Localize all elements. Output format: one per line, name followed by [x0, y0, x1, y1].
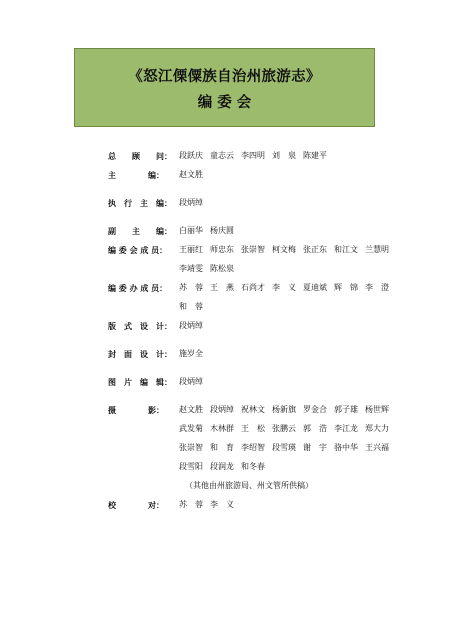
- credit-role: 封 面 设 计：: [108, 349, 172, 359]
- credit-names: [179, 198, 398, 217]
- person-name: 和 蓉: [179, 302, 203, 311]
- credit-row: [108, 283, 398, 321]
- person-name: 张鹏云: [272, 424, 296, 433]
- credit-role: 副 主 编：: [108, 226, 172, 236]
- credit-role: 摄 影：: [108, 405, 164, 415]
- photo-source-note: （其他由州旅游局、州文管所供稿）: [185, 481, 313, 490]
- person-name: 李 义: [272, 283, 296, 292]
- credit-role: 总 顾 问：: [108, 151, 172, 161]
- person-name: 王兴福: [365, 443, 389, 452]
- credit-row: [108, 500, 398, 519]
- credit-row: [108, 405, 398, 500]
- person-name: 张崇智: [241, 245, 265, 254]
- person-name: 陈建平: [303, 151, 327, 160]
- person-name: 郭 浩: [303, 424, 327, 433]
- credit-row: [108, 377, 398, 396]
- credit-row: [108, 170, 398, 189]
- credit-role: 图 片 编 辑：: [108, 377, 172, 387]
- credit-role: 执 行 主 编：: [108, 198, 172, 208]
- person-name: 师忠东: [210, 245, 234, 254]
- person-name: 石尚才: [241, 283, 265, 292]
- credits-list: [108, 151, 398, 519]
- person-name: 和冬春: [241, 462, 265, 471]
- credit-names: [179, 245, 398, 283]
- credit-row: [108, 321, 398, 340]
- person-name: 和江文: [334, 245, 358, 254]
- credit-role: 编 委 会 成 员：: [108, 245, 168, 255]
- credit-role: 编 委 办 成 员：: [108, 283, 168, 293]
- title-banner: [74, 48, 375, 127]
- credit-names: [179, 170, 398, 189]
- person-name: 李 义: [210, 500, 234, 509]
- credit-names: [179, 405, 398, 500]
- credit-names: [179, 321, 398, 340]
- person-name: 祝林文: [241, 405, 265, 414]
- person-name: 杨庆圆: [210, 226, 234, 235]
- person-name: 柯文梅: [272, 245, 296, 254]
- person-name: 骆中华: [334, 443, 358, 452]
- person-name: 王 松: [241, 424, 265, 433]
- person-name: 白丽华: [179, 226, 203, 235]
- person-name: 夏迪斌: [303, 283, 327, 292]
- person-name: 李四明: [241, 151, 265, 160]
- credit-row: [108, 198, 398, 217]
- person-name: 兰慧明: [365, 245, 389, 254]
- person-name: 辉 锦: [334, 283, 358, 292]
- person-name: 李靖雯: [179, 264, 203, 273]
- credit-names: [179, 151, 398, 170]
- person-name: 杨新旗: [272, 405, 296, 414]
- person-name: 段跃庆: [179, 151, 203, 160]
- credit-row: [108, 245, 398, 283]
- person-name: 王 燕: [210, 283, 234, 292]
- person-name: 谢 宇: [303, 443, 327, 452]
- person-name: 郭子雄: [334, 405, 358, 414]
- person-name: 罗金合: [303, 405, 327, 414]
- person-name: 刘 泉: [272, 151, 296, 160]
- person-name: 木林群: [210, 424, 234, 433]
- credit-row: [108, 226, 398, 245]
- credit-names: [179, 349, 398, 368]
- credit-role: 校 对：: [108, 500, 164, 510]
- credit-row: [108, 151, 398, 170]
- person-name: 施岁全: [179, 349, 203, 358]
- person-name: 段炳绰: [210, 405, 234, 414]
- person-name: 段炳绰: [179, 377, 203, 386]
- person-name: 李 澄: [365, 283, 389, 292]
- credit-names: [179, 283, 398, 321]
- credit-names: [179, 377, 398, 396]
- person-name: 赵文胜: [179, 170, 203, 179]
- person-name: 苏 蓉: [179, 500, 203, 509]
- person-name: 苏 蓉: [179, 283, 203, 292]
- person-name: 童志云: [210, 151, 234, 160]
- person-name: 李江龙: [334, 424, 358, 433]
- credit-role: 版 式 设 计：: [108, 321, 172, 331]
- person-name: 张正东: [303, 245, 327, 254]
- person-name: 段雪阳: [179, 462, 203, 471]
- person-name: 陈松泉: [210, 264, 234, 273]
- person-name: 杨世辉: [365, 405, 389, 414]
- person-name: 段炳绰: [179, 198, 203, 207]
- person-name: 段雪瑛: [272, 443, 296, 452]
- credit-row: [108, 349, 398, 368]
- person-name: 李绍智: [241, 443, 265, 452]
- person-name: 段润龙: [210, 462, 234, 471]
- committee-heading: 编 委 会: [197, 94, 252, 111]
- credit-names: [179, 226, 398, 245]
- person-name: 郑大力: [365, 424, 389, 433]
- person-name: 张崇智: [179, 443, 203, 452]
- person-name: 和 育: [210, 443, 234, 452]
- person-name: 王丽红: [179, 245, 203, 254]
- person-name: 段炳绰: [179, 321, 203, 330]
- credit-names: [179, 500, 398, 519]
- person-name: 武发菊: [179, 424, 203, 433]
- credit-role: 主 编：: [108, 170, 164, 180]
- person-name: 赵文胜: [179, 405, 203, 414]
- book-title: 《怒江傈僳族自治州旅游志》: [128, 68, 321, 85]
